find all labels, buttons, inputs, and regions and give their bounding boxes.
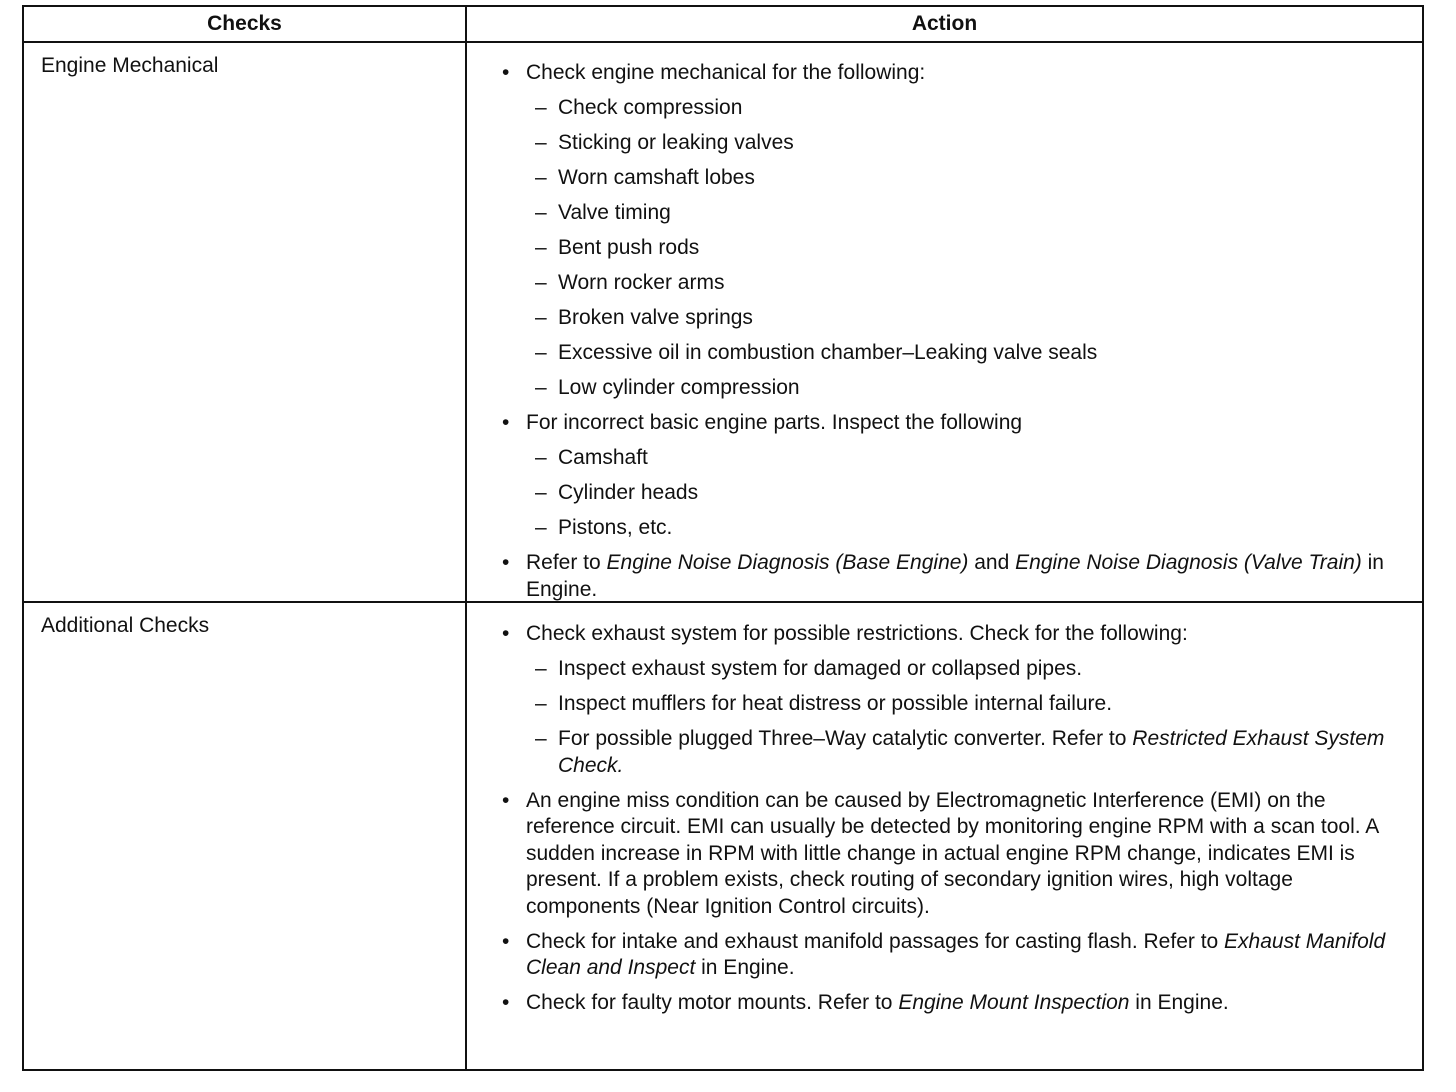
sub-list-item — [502, 165, 1402, 192]
item-text: Refer to — [526, 551, 607, 574]
bullet-icon: • — [502, 551, 510, 574]
item-text: Bent push rods — [558, 236, 700, 259]
reference-title: Exhaust Manifold Clean and Inspect — [526, 929, 1386, 979]
sub-list-item — [502, 480, 1402, 507]
item-text: Low cylinder compression — [558, 376, 800, 399]
dash-icon: – — [535, 657, 547, 680]
sub-list-item — [502, 375, 1402, 402]
bullet-list-item — [502, 929, 1402, 982]
item-text: and — [968, 551, 1016, 574]
dash-icon: – — [535, 271, 547, 294]
item-text: Inspect exhaust system for damaged or collapsed pipes. — [558, 657, 1083, 680]
bullet-list-item — [502, 550, 1402, 603]
item-text: Cylinder heads — [558, 481, 699, 504]
dash-icon: – — [535, 446, 547, 469]
item-text: in Engine. — [1129, 991, 1229, 1014]
sub-list-item — [502, 691, 1402, 718]
bullet-icon: • — [502, 61, 510, 84]
action-list-engine-mechanical — [502, 60, 1402, 612]
bullet-list-item — [502, 990, 1402, 1017]
sub-list-item — [502, 340, 1402, 367]
dash-icon: – — [535, 201, 547, 224]
item-text: Pistons, etc. — [558, 516, 673, 539]
item-text: Camshaft — [558, 446, 648, 469]
bullet-icon: • — [502, 622, 510, 645]
sub-list-item — [502, 130, 1402, 157]
header-checks: Checks — [207, 12, 282, 35]
dash-icon: – — [535, 131, 547, 154]
dash-icon: – — [535, 692, 547, 715]
sub-list-item — [502, 305, 1402, 332]
check-additional-checks: Additional Checks — [41, 614, 210, 637]
dash-icon: – — [535, 481, 547, 504]
diagnostic-table — [22, 5, 1424, 1071]
item-text: For possible plugged Three–Way catalytic converter. Refer to — [558, 727, 1133, 750]
item-text: Check engine mechanical for the following: — [526, 61, 926, 84]
bullet-icon: • — [502, 788, 510, 812]
item-text: Check exhaust system for possible restrictions. Check for the following: — [526, 622, 1188, 645]
check-engine-mechanical: Engine Mechanical — [41, 54, 219, 77]
sub-list-item — [502, 270, 1402, 297]
dash-icon: – — [535, 96, 547, 119]
bullet-list-item — [502, 621, 1402, 648]
bullet-list-item — [502, 60, 1402, 87]
bullet-icon: • — [502, 991, 510, 1014]
sub-list-item — [502, 445, 1402, 472]
reference-title: Restricted Exhaust System Check. — [558, 727, 1385, 777]
reference-title: Engine Noise Diagnosis (Base Engine) — [606, 551, 969, 574]
sub-list-item — [502, 656, 1402, 683]
sub-list-item — [502, 235, 1402, 262]
item-text: Check for faulty motor mounts. Refer to — [526, 991, 899, 1014]
item-text: Worn rocker arms — [558, 271, 725, 294]
reference-title: Engine Noise Diagnosis (Valve Train) — [1015, 551, 1362, 574]
sub-list-item — [502, 726, 1402, 779]
action-list-additional-checks — [502, 621, 1402, 1025]
sub-list-item — [502, 95, 1402, 122]
item-text: Inspect mufflers for heat distress or possible internal failure. — [558, 692, 1113, 715]
item-text: An engine miss condition can be caused by Electromagnetic Interference (EMI) on the reference circuit. EMI can usually be detected by monitoring engine RPM with a scan tool. A sudden increase in RPM with little change in actual engine RPM change, indicates EMI is present. If a problem exists, check routing of secondary ignition wires, high voltage components (Near Ignition Control circuits). — [526, 788, 1379, 918]
header-divider — [24, 41, 1422, 43]
dash-icon: – — [535, 516, 547, 539]
item-text: Sticking or leaking valves — [558, 131, 794, 154]
item-text: in Engine. — [526, 551, 1384, 601]
item-text: Check for intake and exhaust manifold passages for casting flash. Refer to — [526, 929, 1225, 953]
item-text: For incorrect basic engine parts. Inspect the following — [526, 411, 1023, 434]
sub-list-item — [502, 200, 1402, 227]
dash-icon: – — [535, 236, 547, 259]
bullet-list-item — [502, 410, 1402, 437]
item-text: in Engine. — [695, 956, 795, 979]
reference-title: Engine Mount Inspection — [898, 991, 1130, 1014]
header-action: Action — [911, 12, 978, 35]
column-divider — [465, 7, 467, 1069]
item-text: Broken valve springs — [558, 306, 753, 329]
item-text: Excessive oil in combustion chamber–Leaking valve seals — [558, 341, 1098, 364]
dash-icon: – — [535, 306, 547, 329]
bullet-icon: • — [502, 411, 510, 434]
item-text: Valve timing — [558, 201, 671, 224]
item-text: Worn camshaft lobes — [558, 166, 755, 189]
dash-icon: – — [535, 727, 547, 750]
bullet-icon: • — [502, 929, 510, 953]
dash-icon: – — [535, 376, 547, 399]
dash-icon: – — [535, 166, 547, 189]
bullet-list-item — [502, 788, 1402, 921]
sub-list-item — [502, 515, 1402, 542]
dash-icon: – — [535, 341, 547, 364]
item-text: Check compression — [558, 96, 743, 119]
